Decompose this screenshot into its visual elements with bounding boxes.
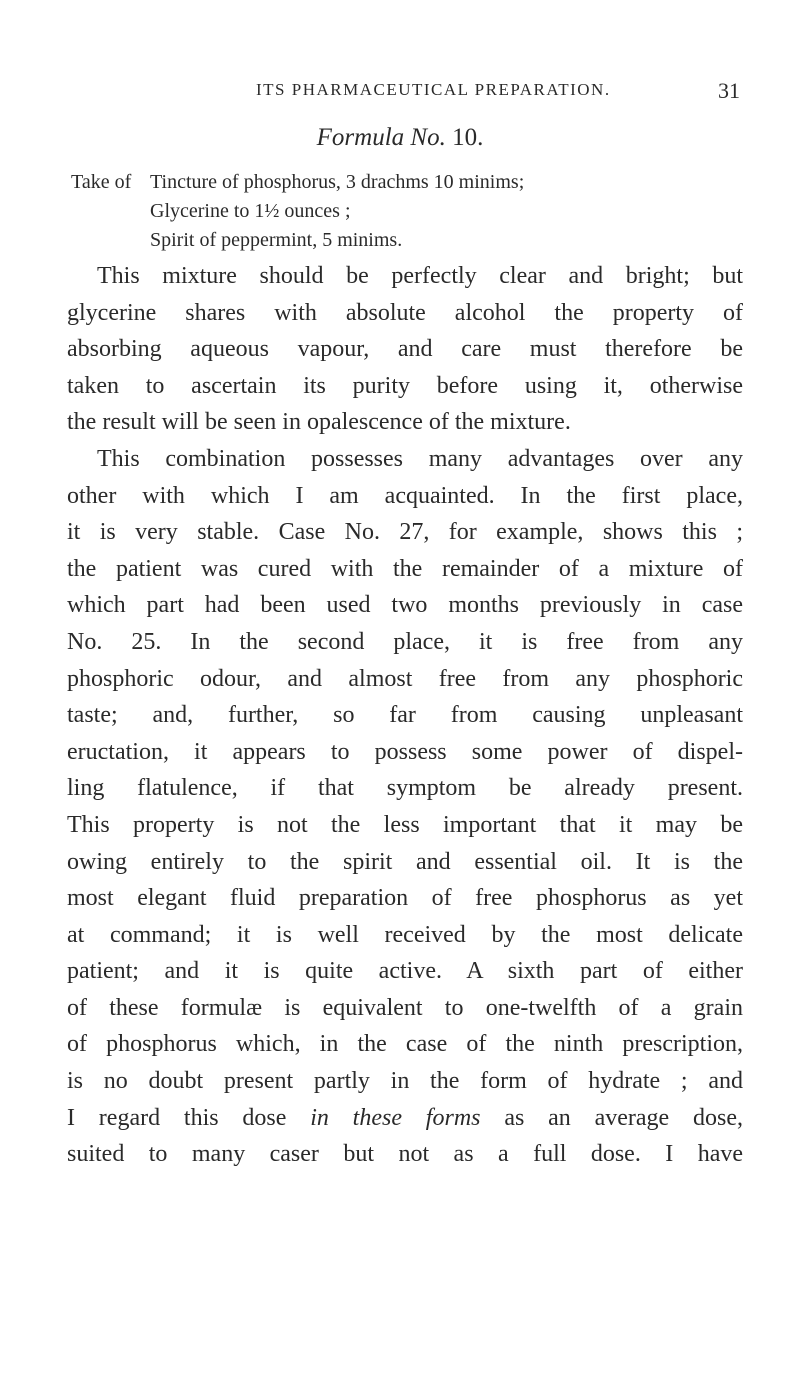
text-segment: I regard this dose [67, 1104, 287, 1131]
formula-label: Formula No. [316, 124, 446, 151]
text-line: taken to ascertain its purity before using it, otherwise [67, 372, 743, 399]
text-line: eructation, it appears to possess some power of dispel- [67, 738, 743, 765]
prescription-row [0, 197, 800, 226]
take-of-label: Take of [71, 171, 132, 193]
text-line: owing entirely to the spirit and essential oil. It is the [67, 848, 743, 875]
prescription-row [0, 226, 800, 255]
text-line [67, 1100, 743, 1137]
text-line: the result will be seen in opalescence of the mixture. [67, 409, 571, 436]
running-head [0, 80, 800, 110]
text-line: patient; and it is quite active. A sixth part of either [67, 958, 743, 985]
text-line: glycerine shares with absolute alcohol the property of [67, 299, 743, 326]
text-segment: as an average dose, [504, 1104, 743, 1131]
text-line: absorbing aqueous vapour, and care must therefore be [67, 336, 743, 363]
text-line: This mixture should be perfectly clear and bright; but [97, 263, 743, 289]
text-line: of phosphorus which, in the case of the ninth prescription, [67, 1031, 743, 1058]
text-line: which part had been used two months previously in case [67, 592, 743, 619]
text-line: This property is not the less important that it may be [67, 811, 743, 838]
prescription [0, 168, 800, 255]
text-line: suited to many caser but not as a full dose. I have [67, 1141, 743, 1168]
text-line: other with which I am acquainted. In the first place, [67, 482, 743, 509]
text-line: No. 25. In the second place, it is free from any [67, 628, 743, 655]
ingredient: Glycerine to 1½ ounces ; [150, 200, 351, 222]
text-line: is no doubt present partly in the form of hydrate ; and [67, 1068, 743, 1095]
text-line: at command; it is well received by the most delicate [67, 921, 743, 948]
page-number: 31 [718, 78, 740, 103]
text-line: it is very stable. Case No. 27, for example, shows this ; [67, 519, 743, 546]
text-line: taste; and, further, so far from causing unpleasant [67, 702, 743, 729]
formula-number: 10. [452, 124, 484, 151]
ingredient: Tincture of phosphorus, 3 drachms 10 minims; [150, 171, 525, 193]
emphasis-text: in these forms [310, 1104, 481, 1131]
formula-heading [0, 124, 800, 152]
ingredient: Spirit of peppermint, 5 minims. [150, 229, 403, 251]
text-line: of these formulæ is equivalent to one-twelfth of a grain [67, 994, 743, 1021]
text-line: This combination possesses many advantages over any [97, 445, 743, 472]
prescription-row [0, 168, 800, 197]
body-text [67, 258, 743, 1173]
text-line: most elegant fluid preparation of free phosphorus as yet [67, 885, 743, 912]
running-title: ITS PHARMACEUTICAL PREPARATION. [256, 80, 611, 99]
text-line: phosphoric odour, and almost free from any phosphoric [67, 665, 743, 692]
text-line: the patient was cured with the remainder of a mixture of [67, 555, 743, 582]
text-line: ling flatulence, if that symptom be already present. [67, 775, 743, 802]
